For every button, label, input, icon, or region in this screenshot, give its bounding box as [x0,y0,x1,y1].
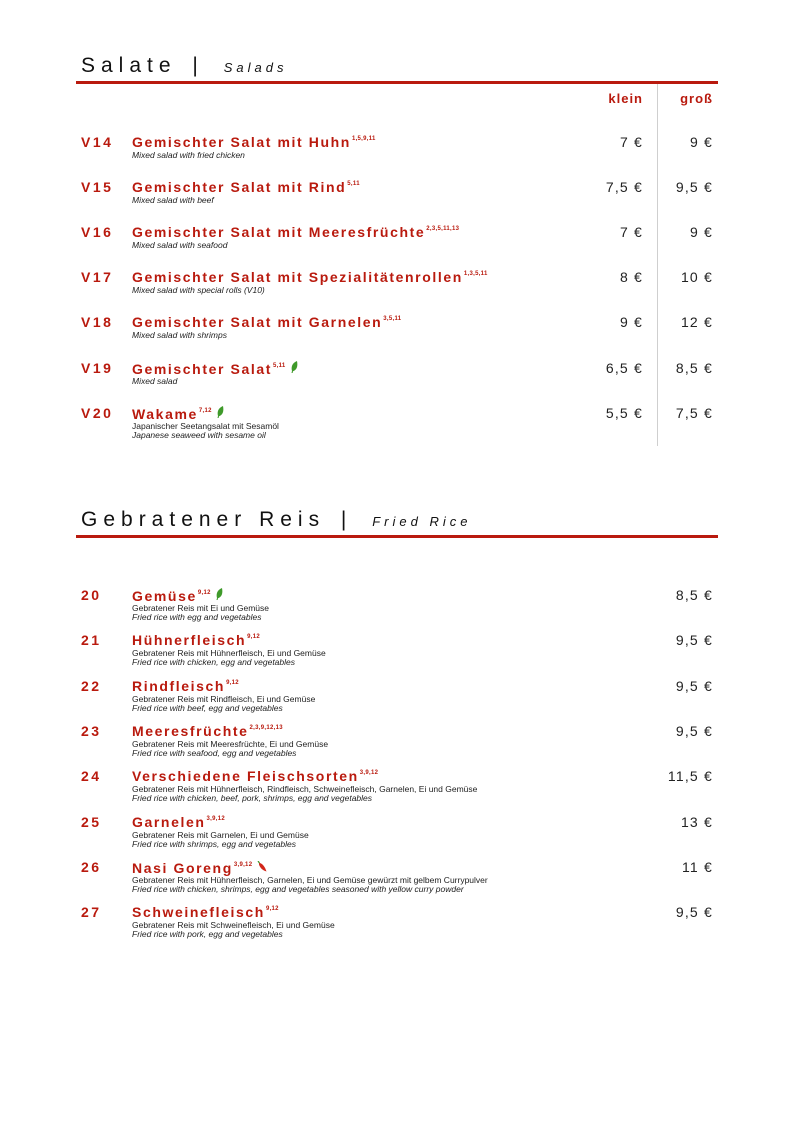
allergen-codes: 9,12 [197,590,211,596]
item-name-text: Gemischter Salat [132,361,272,377]
price-small: 9 € [619,314,643,330]
menu-item [76,314,718,350]
item-description-en: Fried rice with pork, egg and vegetables [132,929,283,939]
item-name-text: Gemüse [132,588,197,604]
item-name [132,134,376,150]
menu-item [76,179,718,215]
item-description-en: Fried rice with egg and vegetables [132,612,262,622]
item-description-en: Fried rice with chicken, beef, pork, shrimps, egg and vegetables [132,793,373,803]
menu-item [76,814,718,850]
price-large: 10 € [680,269,713,285]
item-description-de: Gebratener Reis mit Garnelen, Ei und Gemüse [132,830,309,840]
allergen-codes: 2,3,9,12,13 [249,725,283,731]
item-description-en: Japanese seaweed with sesame oil [132,430,266,440]
item-description-en: Fried rice with beef, egg and vegetables [132,703,283,713]
item-name [132,179,360,195]
item-price: 8,5 € [675,587,713,603]
menu-item [76,587,718,623]
price-large: 8,5 € [675,360,713,376]
section-title-main: Gebratener Reis [81,508,326,531]
item-price: 9,5 € [675,678,713,694]
item-description-en: Fried rice with shrimps, egg and vegetables [132,839,296,849]
price-large: 12 € [680,314,713,330]
salads-section [76,54,718,446]
menu-item [76,360,718,396]
item-description-en: Fried rice with chicken, egg and vegetables [132,657,296,667]
price-small: 7 € [619,224,643,240]
item-price: 9,5 € [675,904,713,920]
item-name-text: Hühnerfleisch [132,632,247,648]
item-description-en: Mixed salad with seafood [132,240,228,250]
menu-item [76,405,718,441]
price-small: 8 € [619,269,643,285]
column-header-small: klein [608,91,643,106]
item-name-text: Garnelen [132,814,206,830]
item-description-en: Mixed salad [132,376,178,386]
section-rule [76,81,718,84]
item-description-en: Mixed salad with fried chicken [132,150,245,160]
item-price: 13 € [680,814,713,830]
item-code: V14 [81,134,114,150]
menu-item [76,224,718,260]
allergen-codes: 3,5,11 [383,316,402,322]
allergen-codes: 9,12 [247,634,261,640]
item-code: V18 [81,314,114,330]
item-name-text: Schweinefleisch [132,904,265,920]
item-price: 11 € [681,859,713,875]
title-separator: | [340,508,353,531]
price-small: 7 € [619,134,643,150]
item-description-en: Mixed salad with beef [132,195,214,205]
item-name-text: Gemischter Salat mit Huhn [132,134,351,150]
item-name [132,904,279,920]
section-title-subtitle: Salads [223,60,288,75]
menu-item [76,723,718,759]
price-small: 6,5 € [605,360,643,376]
item-name-text: Gemischter Salat mit Rind [132,179,347,195]
item-name-text: Gemischter Salat mit Spezialitätenrollen [132,269,463,285]
menu-item [76,859,718,895]
allergen-codes: 1,3,5,11 [463,271,488,277]
item-code: 25 [81,814,102,830]
vegetarian-leaf-icon [216,587,223,603]
item-description-en: Fried rice with chicken, shrimps, egg and vegetables seasoned with yellow curry powder [132,884,464,894]
item-code: 22 [81,678,102,694]
allergen-codes: 9,12 [265,906,279,912]
allergen-codes: 3,9,12 [206,816,225,822]
item-name [132,632,260,648]
item-description-en: Fried rice with seafood, egg and vegetables [132,748,297,758]
item-name-text: Nasi Goreng [132,860,233,876]
item-name [132,269,488,285]
vegetarian-leaf-icon [291,360,298,376]
item-description-de: Gebratener Reis mit Hühnerfleisch, Ei und Gemüse [132,648,326,658]
item-name-text: Wakame [132,406,198,422]
section-title [81,54,287,78]
item-description-de: Gebratener Reis mit Hühnerfleisch, Garnelen, Ei und Gemüse gewürzt mit gelbem Currypulver [132,875,488,885]
item-name-text: Gemischter Salat mit Meeresfrüchte [132,224,426,240]
item-name [132,678,239,694]
title-separator: | [192,54,204,77]
item-name-text: Meeresfrüchte [132,723,249,739]
chili-spicy-icon [257,859,267,875]
allergen-codes: 9,12 [226,680,239,686]
item-description-en: Mixed salad with shrimps [132,330,227,340]
price-small: 5,5 € [605,405,643,421]
price-large: 7,5 € [675,405,713,421]
menu-item [76,678,718,714]
item-description-de: Japanischer Seetangsalat mit Sesamöl [132,421,279,431]
item-name [132,314,401,330]
section-rule [76,535,718,538]
item-name [132,723,283,739]
menu-item [76,134,718,170]
menu-item [76,768,718,804]
price-large: 9 € [689,224,713,240]
menu-item [76,269,718,305]
item-code: 26 [81,859,102,875]
item-name [132,859,267,876]
allergen-codes: 3,9,12 [233,862,253,868]
item-description-de: Gebratener Reis mit Rindfleisch, Ei und Gemüse [132,694,316,704]
item-name [132,587,223,604]
item-code: V15 [81,179,114,195]
item-price: 9,5 € [675,723,713,739]
item-name [132,814,225,830]
item-description-de: Gebratener Reis mit Ei und Gemüse [132,603,270,613]
vegetarian-leaf-icon [217,405,224,421]
menu-item [76,904,718,940]
allergen-codes: 2,3,5,11,13 [426,226,460,232]
section-title [81,508,471,532]
item-name [132,360,298,377]
price-large: 9,5 € [675,179,713,195]
item-name [132,405,224,422]
item-code: V19 [81,360,114,376]
item-code: V16 [81,224,114,240]
price-small: 7,5 € [605,179,643,195]
menu-item [76,632,718,668]
column-header-large: groß [680,91,713,106]
item-description-de: Gebratener Reis mit Schweinefleisch, Ei und Gemüse [132,920,335,930]
allergen-codes: 5,11 [273,363,286,369]
item-name [132,224,459,240]
item-price: 11,5 € [667,768,713,784]
fried-rice-section [76,508,718,948]
item-description-de: Gebratener Reis mit Hühnerfleisch, Rindfleisch, Schweinefleisch, Garnelen, Ei und Gemüse [132,784,478,794]
allergen-codes: 1,5,9,11 [351,136,376,142]
section-title-main: Salate [81,54,177,77]
item-description-en: Mixed salad with special rolls (V10) [132,285,265,295]
item-name [132,768,378,784]
item-name-text: Gemischter Salat mit Garnelen [132,314,383,330]
allergen-codes: 5,11 [347,181,360,187]
allergen-codes: 7,12 [198,408,212,414]
item-code: V17 [81,269,114,285]
item-code: 20 [81,587,102,603]
section-title-subtitle: Fried Rice [372,514,472,529]
allergen-codes: 3,9,12 [359,770,379,776]
item-price: 9,5 € [675,632,713,648]
item-name-text: Rindfleisch [132,678,226,694]
item-code: V20 [81,405,114,421]
item-name-text: Verschiedene Fleischsorten [132,768,359,784]
item-description-de: Gebratener Reis mit Meeresfrüchte, Ei und Gemüse [132,739,329,749]
item-code: 24 [81,768,102,784]
price-large: 9 € [689,134,713,150]
item-code: 23 [81,723,102,739]
item-code: 27 [81,904,102,920]
item-code: 21 [81,632,102,648]
